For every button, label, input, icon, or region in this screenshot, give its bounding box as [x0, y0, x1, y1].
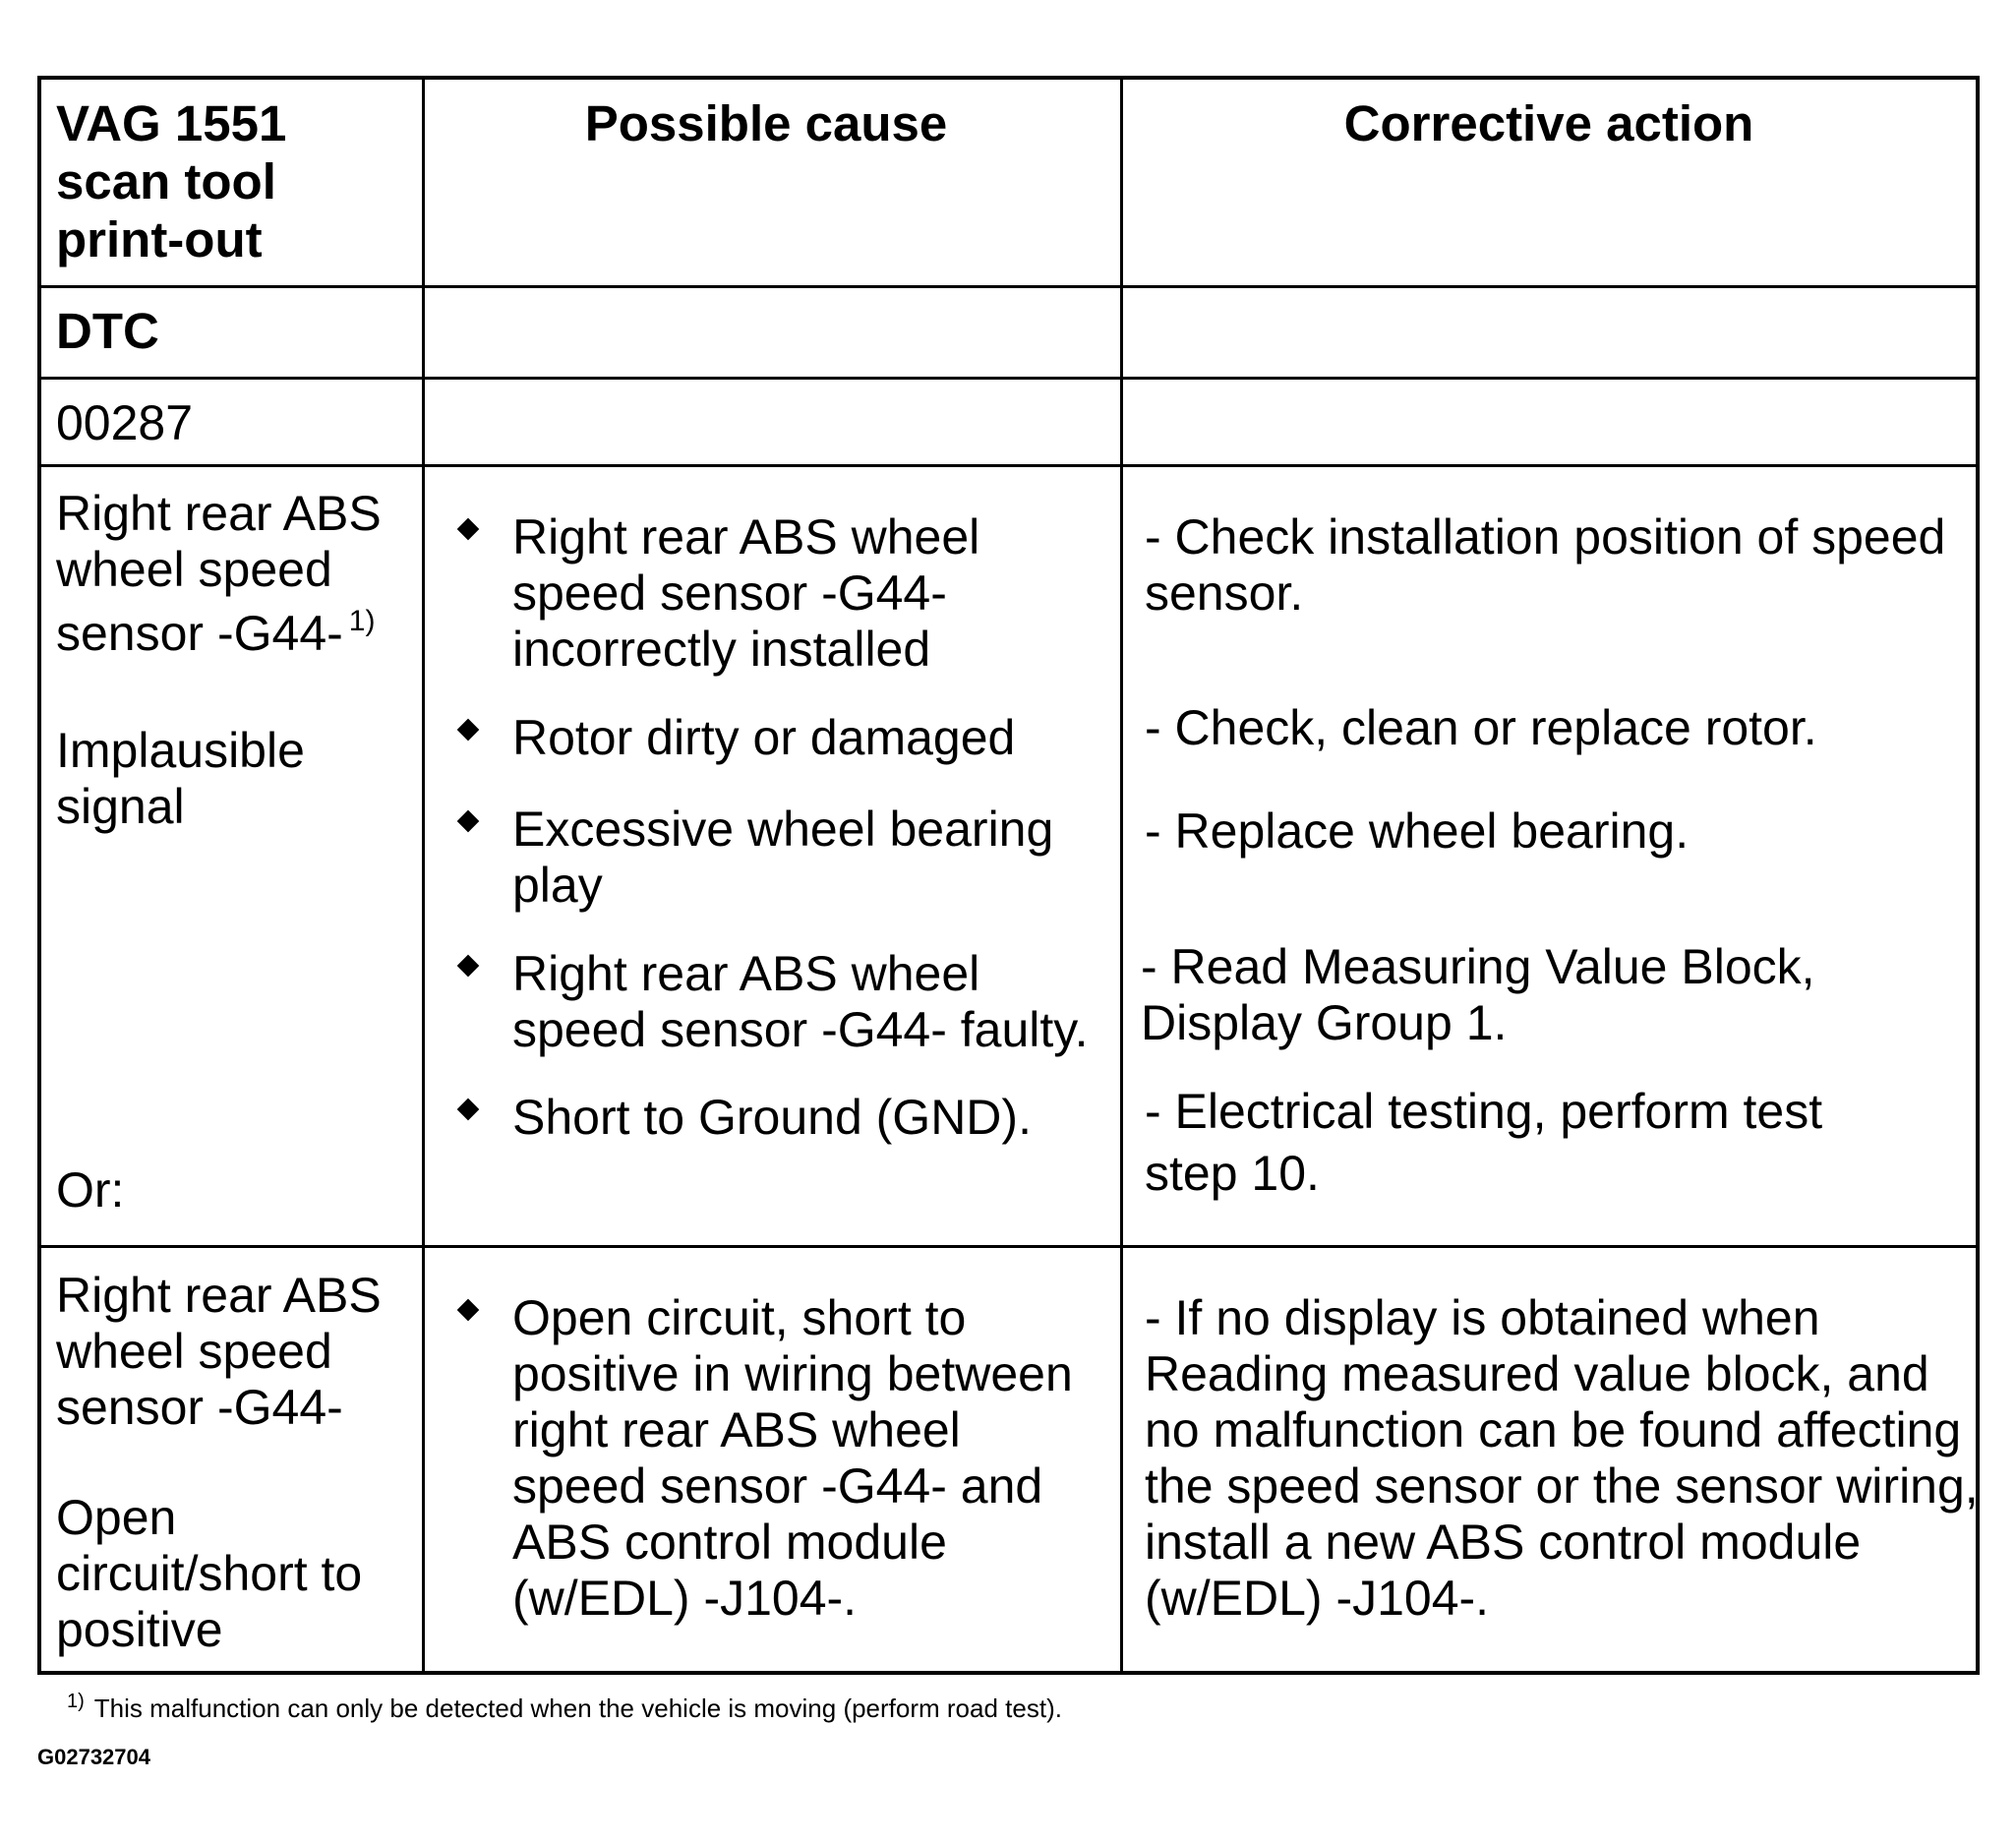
footnote-marker: 1)	[348, 605, 376, 637]
fault2-description-line: sensor -G44-	[56, 1380, 343, 1435]
footnote-mark: 1)	[67, 1691, 85, 1712]
cause-line: Short to Ground (GND).	[512, 1090, 1032, 1145]
action-line: - Replace wheel bearing.	[1145, 803, 1690, 859]
action-line: - Check installation position of speed	[1145, 509, 1946, 564]
action-item	[1145, 1290, 1979, 1627]
fault2-condition-line: Open	[56, 1490, 177, 1545]
column-divider	[1120, 80, 1123, 1671]
cause-line: Open circuit, short to	[512, 1290, 967, 1345]
footnote	[67, 1693, 1062, 1724]
dtc-label: DTC	[56, 303, 159, 359]
header-line: scan tool	[56, 153, 276, 209]
column-divider	[422, 80, 425, 1671]
action-item	[1145, 1084, 1822, 1202]
cause-line: Right rear ABS wheel	[512, 509, 980, 564]
header-line: VAG 1551	[56, 95, 287, 151]
figure-id: G02732704	[37, 1745, 150, 1769]
action-line: - Check, clean or replace rotor.	[1145, 700, 1817, 755]
fault2-condition	[56, 1490, 362, 1658]
header-possible-cause: Possible cause	[584, 95, 948, 151]
fault1-condition-line: signal	[56, 779, 185, 834]
action-item	[1145, 700, 1817, 756]
fault1-description-line: sensor -G44-	[56, 606, 343, 661]
action-line: step 10.	[1145, 1146, 1320, 1201]
fault2-description-line: Right rear ABS	[56, 1268, 382, 1323]
cause-line: incorrectly installed	[512, 622, 931, 677]
action-line: install a new ABS control module	[1145, 1515, 1862, 1570]
cause-line: (w/EDL) -J104-.	[512, 1571, 858, 1626]
footnote-text: This malfunction can only be detected when the vehicle is moving (perform road test).	[93, 1693, 1062, 1723]
cause-line: right rear ABS wheel	[512, 1402, 961, 1457]
header-scan-tool	[56, 94, 286, 268]
action-line: sensor.	[1145, 565, 1304, 621]
row-divider	[41, 1245, 1976, 1248]
action-line: Reading measured value block, and	[1145, 1346, 1929, 1401]
action-line: - Electrical testing, perform test	[1145, 1084, 1823, 1139]
fault2-condition-line: circuit/short to	[56, 1546, 363, 1601]
action-line: Display Group 1.	[1141, 995, 1508, 1050]
cause-line: play	[512, 858, 603, 913]
action-item	[1145, 509, 1945, 622]
action-line: - Read Measuring Value Block,	[1141, 939, 1815, 994]
fault1-description	[56, 486, 382, 669]
fault1-description-line: Right rear ABS	[56, 486, 382, 541]
fault1-condition	[56, 723, 305, 835]
cause-line: Excessive wheel bearing	[512, 802, 1054, 857]
fault2-description	[56, 1268, 382, 1436]
cause-line: speed sensor -G44- faulty.	[512, 1002, 1089, 1057]
action-line: - If no display is obtained when	[1145, 1290, 1820, 1345]
action-line: (w/EDL) -J104-.	[1145, 1571, 1490, 1626]
action-item	[1145, 803, 1689, 860]
action-line: no malfunction can be found affecting	[1145, 1402, 1962, 1457]
cause-line: Right rear ABS wheel	[512, 946, 980, 1001]
dtc-code: 00287	[56, 395, 194, 450]
action-item	[1141, 939, 1815, 1051]
fault2-condition-line: positive	[56, 1602, 223, 1657]
or-label: Or:	[56, 1162, 125, 1218]
cause-line: Rotor dirty or damaged	[512, 710, 1016, 765]
action-line: the speed sensor or the sensor wiring,	[1145, 1458, 1979, 1514]
row-divider	[41, 285, 1976, 288]
cause-line: speed sensor -G44- and	[512, 1458, 1043, 1514]
fault1-description-line: wheel speed	[56, 542, 332, 597]
header-corrective-action: Corrective action	[1343, 95, 1754, 151]
cause-line: speed sensor -G44-	[512, 565, 947, 621]
fault1-condition-line: Implausible	[56, 723, 305, 778]
row-divider	[41, 377, 1976, 380]
cause-line: ABS control module	[512, 1515, 947, 1570]
row-divider	[41, 464, 1976, 467]
header-line: print-out	[56, 211, 263, 267]
fault2-description-line: wheel speed	[56, 1324, 332, 1379]
cause-line: positive in wiring between	[512, 1346, 1073, 1401]
